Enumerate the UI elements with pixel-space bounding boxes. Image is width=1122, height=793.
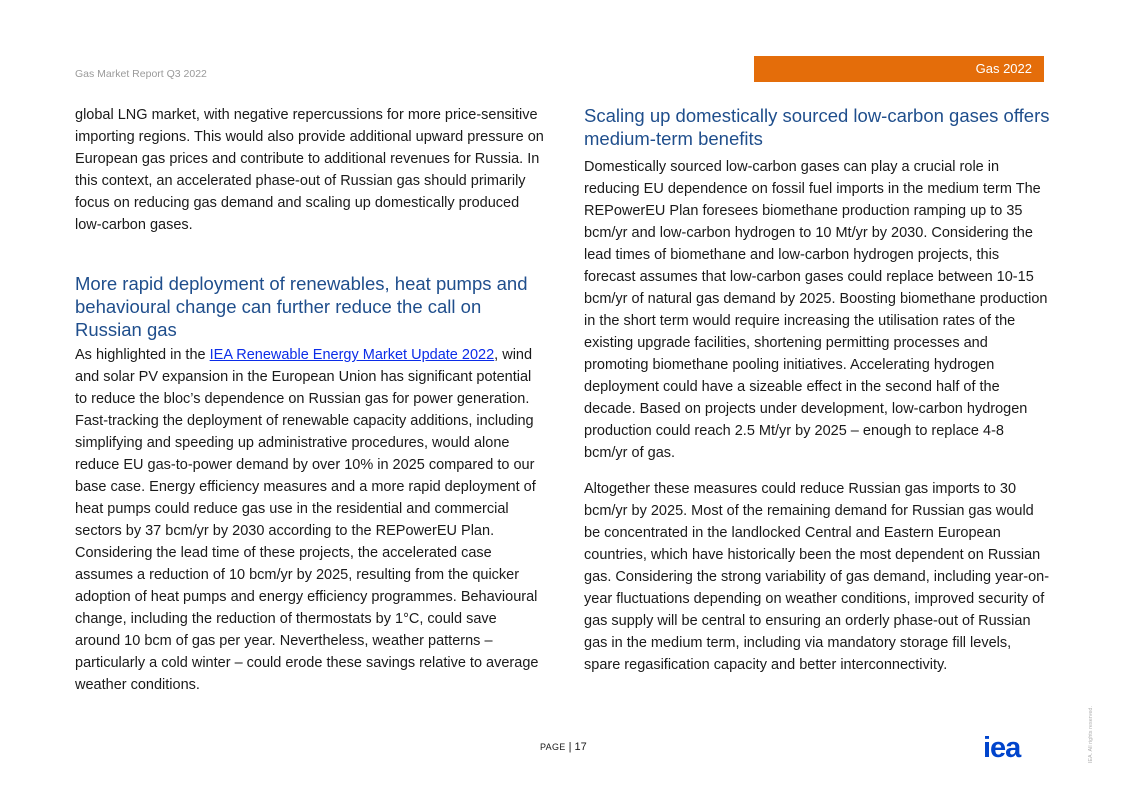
page-number [540,741,587,753]
left-section-heading: More rapid deployment of renewables, heat pumps and behavioural change can further reduce the call on Russian gas [75,273,528,340]
iea-logo [983,736,1047,758]
right-section-heading: Scaling up domestically sourced low-carbon gases offers medium-term benefits [584,105,1050,149]
renewable-report-link[interactable]: IEA Renewable Energy Market Update 2022 [209,347,495,363]
right-column [584,104,1050,676]
copyright-notice: IEA. All rights reserved. [1088,706,1094,764]
left-paragraph-2 [75,344,545,696]
right-paragraph-1: Domestically sourced low-carbon gases can play a crucial role in reducing EU dependence on fossil fuel imports in the medium term The REPowerEU Plan foresees biomethane production ramping up to 35 bcm/yr and low-carbon hydrogen to 10 Mt/yr by 2030. Considering the lead times of biomethane and low-carbon hydrogen projects, this forecast assumes that low-carbon gases could replace between 10-15 bcm/yr of natural gas demand by 2025. Boosting biomethane production in the short term would require increasing the utilisation rates of the existing upgrade facilities, shortening permitting processes and promoting biomethane pooling initiatives. Accelerating hydrogen deployment could have a sizeable effect in the second half of the decade. Based on projects under development, low-carbon hydrogen production could reach 2.5 Mt/yr by 2025 – enough to replace 4-8 bcm/yr of gas. [584,159,1048,461]
left-paragraph-1: global LNG market, with negative repercussions for more price-sensitive importing regions. This would also provide additional upward pressure on European gas prices and contribute to additional revenues for Russia. In this context, an accelerated phase-out of Russian gas should primarily focus on reducing gas demand and scaling up domestically produced low-carbon gases. [75,107,544,233]
page-separator: | [565,741,575,753]
left-paragraph-2-body: , wind and solar PV expansion in the European Union has significant potential to reduce the bloc’s dependence on Russian gas for power generation. Fast-tracking the deployment of renewable capacity additions, including simplifying and speeding up administrative procedures, would alone reduce EU gas-to-power demand by over 10% in 2025 compared to our base case. Energy efficiency measures and a more rapid deployment of heat pumps could reduce gas use in the residential and commercial sectors by 37 bcm/yr by 2030 according to the REPowerEU Plan. Considering the lead time of these projects, the accelerated case assumes a reduction of 10 bcm/yr by 2025, resulting from the quicker adoption of heat pumps and energy efficiency programmes. Behavioural change, including the reduction of thermostats by 1°C, could save around 10 bcm of gas per year. Nevertheless, weather patterns – particularly a cold winter – could erode these savings relative to average weather conditions. [75,347,539,693]
left-paragraph-2-intro: As highlighted in the [75,347,210,363]
right-paragraph-2: Altogether these measures could reduce Russian gas imports to 30 bcm/yr by 2025. Most of the remaining demand for Russian gas would be concentrated in the landlocked Central and Eastern European countries, which have historically been the most dependent on Russian gas. Considering the strong variability of gas demand, including year-on-year fluctuations depending on weather conditions, improved security of gas supply will be central to ensuring an orderly phase-out of Russian gas in the medium term, including via mandatory storage fill levels, spare regasification capacity and better interconnectivity. [584,481,1050,673]
running-title: Gas Market Report Q3 2022 [75,68,207,80]
page-label: PAGE [540,742,566,752]
section-tag: Gas 2022 [754,56,1044,82]
iea-logo-text: iea [983,736,1021,758]
page-number-value: 17 [574,741,587,753]
left-column [75,104,545,696]
